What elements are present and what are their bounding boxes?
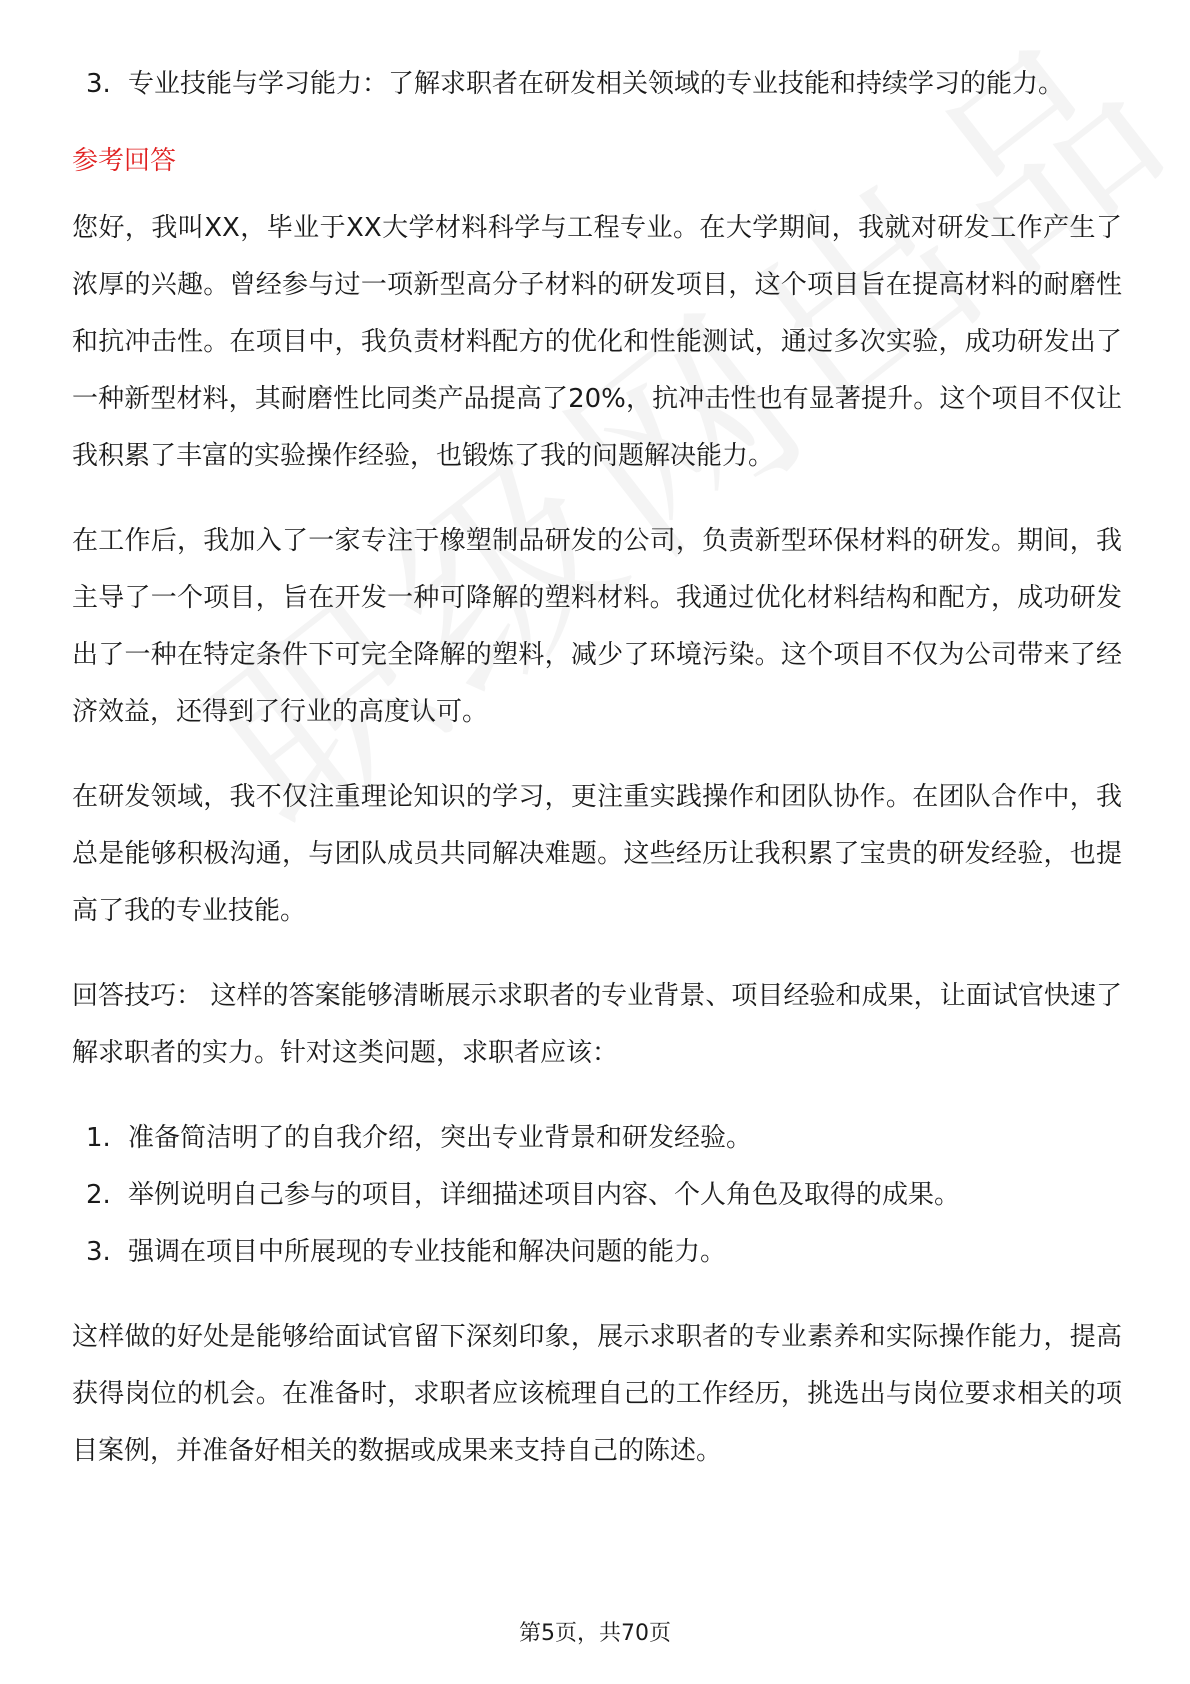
- list-item: [72, 1224, 1122, 1281]
- list-item: [72, 1110, 1122, 1167]
- reference-answer-heading: 参考回答: [72, 146, 177, 176]
- closing-paragraph: 这样做的好处是能够给面试官留下深刻印象，展示求职者的专业素养和实际操作能力，提高获得岗位的机会。在准备时，求职者应该梳理自己的工作经历，挑选出与岗位要求相关的项目案例，并准备好相关的数据或成果来支持自己的陈述。: [72, 1322, 1122, 1466]
- list-text: 专业技能与学习能力：了解求职者在研发相关领域的专业技能和持续学习的能力。: [128, 69, 1065, 99]
- tips-list: [72, 1110, 1122, 1281]
- list-number: 3.: [86, 69, 111, 99]
- document-page: [72, 56, 1122, 1508]
- list-number: 3.: [86, 1237, 111, 1267]
- answer-paragraph-2: 在工作后，我加入了一家专注于橡塑制品研发的公司，负责新型环保材料的研发。期间，我主导了一个项目，旨在开发一种可降解的塑料材料。我通过优化材料结构和配方，成功研发出了一种在特定条件下可完全降解的塑料，减少了环境污染。这个项目不仅为公司带来了经济效益，还得到了行业的高度认可。: [72, 526, 1122, 727]
- top-list: [72, 56, 1122, 113]
- answer-tips-paragraph: 回答技巧： 这样的答案能够清晰展示求职者的专业背景、项目经验和成果，让面试官快速了解求职者的实力。针对这类问题，求职者应该：: [72, 981, 1122, 1068]
- list-item: [72, 56, 1122, 113]
- list-number: 1.: [86, 1123, 111, 1153]
- list-text: 准备简洁明了的自我介绍，突出专业背景和研发经验。: [128, 1123, 753, 1153]
- answer-paragraph-3: 在研发领域，我不仅注重理论知识的学习，更注重实践操作和团队协作。在团队合作中，我总是能够积极沟通，与团队成员共同解决难题。这些经历让我积累了宝贵的研发经验，也提高了我的专业技能。: [72, 782, 1122, 926]
- list-number: 2.: [86, 1180, 111, 1210]
- answer-paragraph-1: 您好，我叫XX，毕业于XX大学材料科学与工程专业。在大学期间，我就对研发工作产生了浓厚的兴趣。曾经参与过一项新型高分子材料的研发项目，这个项目旨在提高材料的耐磨性和抗冲击性。在项目中，我负责材料配方的优化和性能测试，通过多次实验，成功研发出了一种新型材料，其耐磨性比同类产品提高了20%，抗冲击性也有显著提升。这个项目不仅让我积累了丰富的实验操作经验，也锻炼了我的问题解决能力。: [72, 213, 1122, 471]
- list-item: [72, 1167, 1122, 1224]
- list-text: 举例说明自己参与的项目，详细描述项目内容、个人角色及取得的成果。: [128, 1180, 961, 1210]
- list-text: 强调在项目中所展现的专业技能和解决问题的能力。: [128, 1237, 727, 1267]
- page-footer: 第5页，共70页: [519, 1621, 671, 1646]
